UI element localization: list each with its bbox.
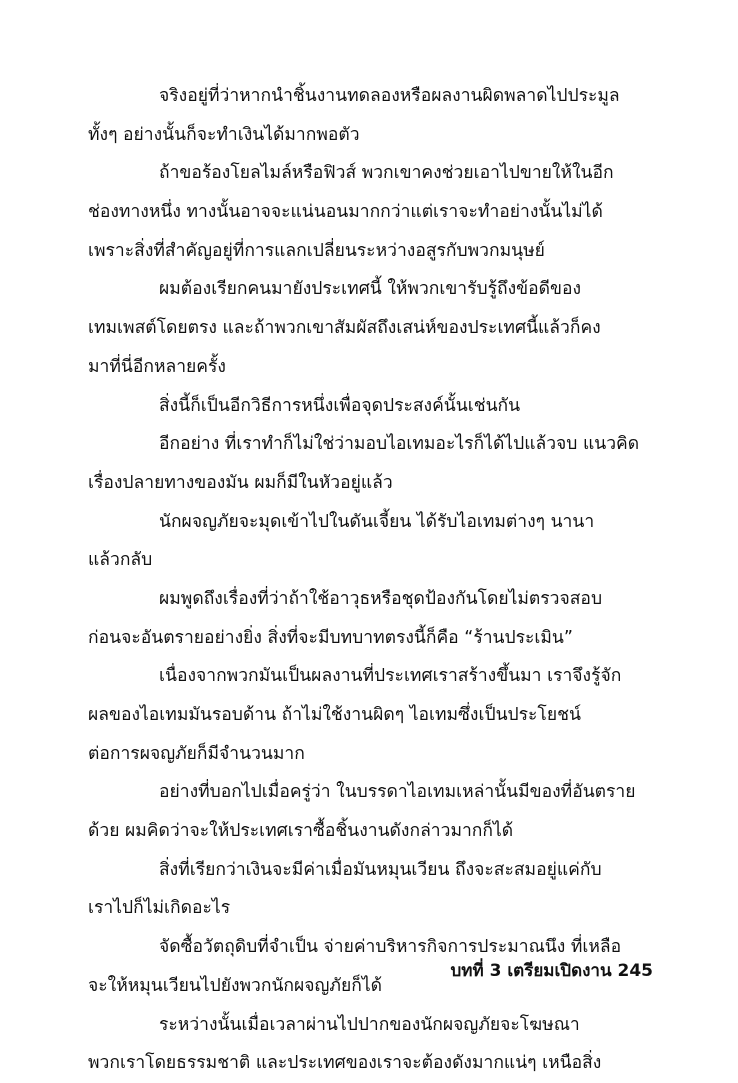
text-line: มาที่นี่อีกหลายครั้ง [88, 356, 226, 377]
text-line: ระหว่างนั้นเมื่อเวลาผ่านไปปากของนักผจญภัยจะโฆษณา [159, 1014, 580, 1035]
text-line: ทั้งๆ อย่างนั้นก็จะทำเงินได้มากพอตัว [88, 124, 360, 145]
text-line: พวกเราโดยธรรมชาติ และประเทศของเราจะต้องดังมากแน่ๆ เหนือสิ่ง [88, 1053, 602, 1074]
text-line: ก่อนจะอันตรายอย่างยิ่ง สิ่งที่จะมีบทบาทตรงนี้ก็คือ “ร้านประเมิน” [88, 627, 573, 648]
text-line: สิ่งที่เรียกว่าเงินจะมีค่าเมื่อมันหมุนเวียน ถึงจะสะสมอยู่แค่กับ [159, 859, 602, 880]
text-line: ผลของไอเทมมันรอบด้าน ถ้าไม่ใช้งานผิดๆ ไอเทมซึ่งเป็นประโยชน์ [88, 705, 581, 725]
text-line: ผมต้องเรียกคนมายังประเทศนี้ ให้พวกเขารับรู้ถึงข้อดีของ [159, 279, 582, 300]
text-line: ถ้าขอร้องโยลไมล์หรือฟิวส์ พวกเขาคงช่วยเอาไปขายให้ในอีก [159, 163, 614, 184]
text-line: สิ่งนี้ก็เป็นอีกวิธีการหนึ่งเพื่อจุดประสงค์นั้นเช่นกัน [159, 395, 521, 416]
text-line: แล้วกลับ [88, 550, 153, 571]
text-line: ผมพูดถึงเรื่องที่ว่าถ้าใช้อาวุธหรือชุดป้องกันโดยไม่ตรวจสอบ [159, 588, 603, 609]
text-line: เนื่องจากพวกมันเป็นผลงานที่ประเทศเราสร้างขึ้นมา เราจึงรู้จัก [159, 666, 622, 687]
text-line: เราไปก็ไม่เกิดอะไร [88, 898, 231, 919]
text-line: ด้วย ผมคิดว่าจะให้ประเทศเราซื้อชิ้นงานดังกล่าวมากก็ได้ [88, 821, 514, 842]
text-line: เพราะสิ่งที่สำคัญอยู่ที่การแลกเปลี่ยนระหว่างอสูรกับพวกมนุษย์ [88, 240, 545, 261]
text-line: อย่างที่บอกไปเมื่อครู่ว่า ในบรรดาไอเทมเหล่านั้นมีของที่อันตราย [159, 782, 636, 803]
page-footer: บทที่ 3 เตรียมเปิดงาน 245 [450, 961, 653, 981]
text-line: เทมเพสต์โดยตรง และถ้าพวกเขาสัมผัสถึงเสน่ห์ของประเทศนี้แล้วก็คง [88, 318, 601, 339]
text-line: จัดซื้อวัตถุดิบที่จำเป็น จ่ายค่าบริหารกิจการประมาณนึง ที่เหลือ [159, 937, 622, 958]
body-text [88, 77, 653, 1083]
text-line: นักผจญภัยจะมุดเข้าไปในดันเจี้ยน ได้รับไอเทมต่างๆ นานา [159, 511, 595, 532]
text-line: ช่องทางหนึ่ง ทางนั้นอาจจะแน่นอนมากกว่าแต่เราจะทำอย่างนั้นไม่ได้ [88, 202, 603, 223]
text-line: เรื่องปลายทางของมัน ผมก็มีในหัวอยู่แล้ว [88, 472, 393, 493]
text-line: อีกอย่าง ที่เราทำก็ไม่ใช่ว่ามอบไอเทมอะไรก็ได้ไปแล้วจบ แนวคิด [159, 434, 640, 455]
text-line: จะให้หมุนเวียนไปยังพวกนักผจญภัยก็ได้ [88, 975, 382, 996]
text-line: จริงอยู่ที่ว่าหากนำชิ้นงานทดลองหรือผลงานผิดพลาดไปประมูล [159, 86, 620, 106]
text-line: ต่อการผจญภัยก็มีจำนวนมาก [88, 743, 305, 764]
